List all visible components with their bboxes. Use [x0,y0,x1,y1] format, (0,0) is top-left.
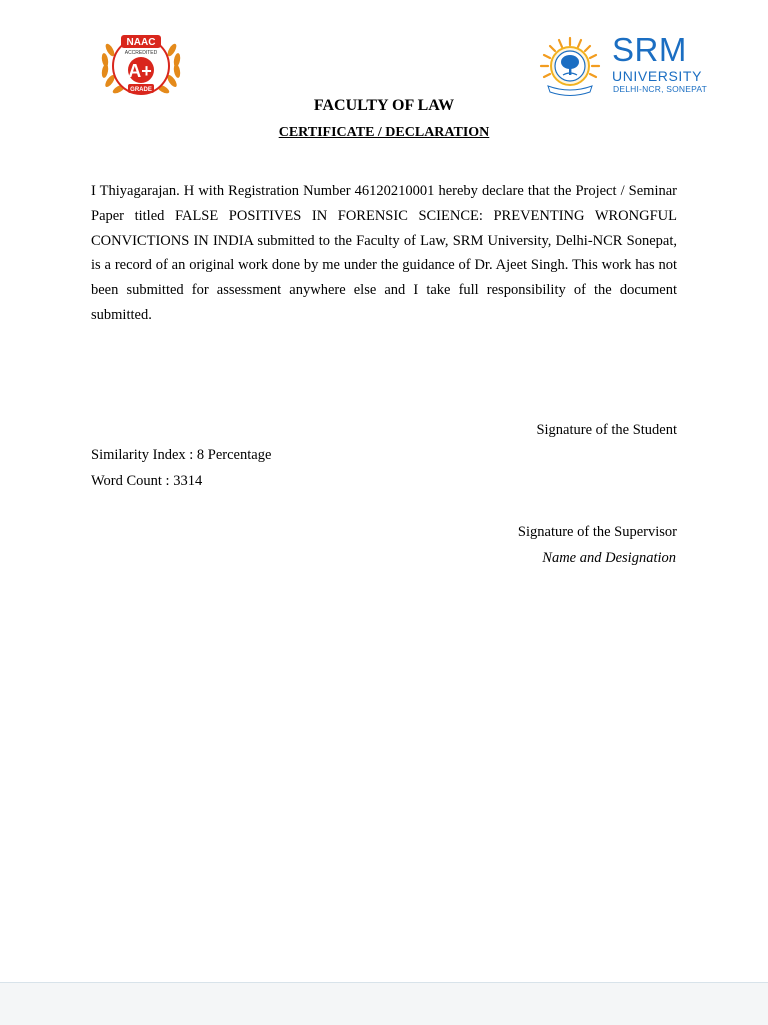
srm-university-logo [535,31,710,98]
naac-middle-text: ACCREDITED [124,50,158,56]
srm-location: DELHI-NCR, SONEPAT [613,84,707,94]
srm-emblem [535,36,605,98]
viewer-footer-bar [0,982,768,1025]
naac-top-text: NAAC [126,37,156,48]
declaration-paragraph: I Thiyagarajan. H with Registration Number 46120210001 hereby declare that the Project / Seminar Paper titled FALSE POSITIVES IN FORENSIC SCIENCE: PREVENTING WRONGFUL CONVICTIONS IN INDIA submitted to the Faculty of Law, SRM University, Delhi-NCR Sonepat, is a record of an original work done by me under the guidance of Dr. Ajeet Singh. This work has not been submitted for assessment anywhere else and I take full responsibility of the document submitted. [91,183,677,323]
srm-subtitle: UNIVERSITY [612,68,703,84]
name-and-designation: Name and Designation [542,550,676,566]
naac-seal-icon [96,30,186,100]
similarity-index: Similarity Index : 8 Percentage [91,447,272,463]
srm-name: SRM [612,31,687,68]
student-signature-label: Signature of the Student [536,422,677,438]
faculty-title: FACULTY OF LAW [313,97,455,114]
word-count: Word Count : 3314 [91,473,203,489]
naac-grade-text: A+ [128,61,152,81]
naac-logo [96,30,186,100]
sun-tree-icon [535,36,605,98]
supervisor-signature-label: Signature of the Supervisor [517,524,677,540]
certificate-title: CERTIFICATE / DECLARATION [278,125,490,140]
naac-bottom-text: GRADE [130,87,152,93]
